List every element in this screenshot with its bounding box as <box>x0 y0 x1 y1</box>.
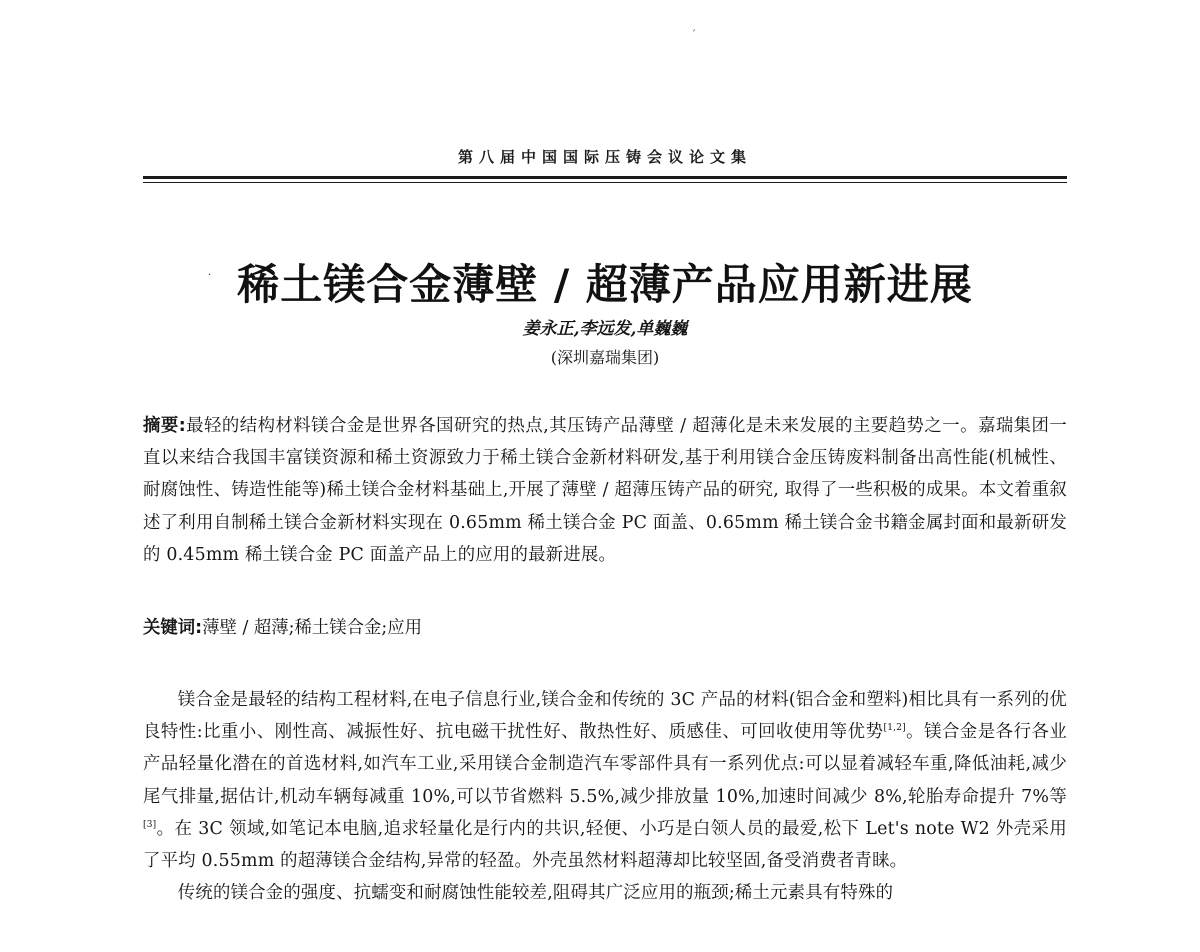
paper-authors: 姜永正,李远发,单巍巍 <box>522 319 688 339</box>
paper-title: 稀土镁合金薄壁 / 超薄产品应用新进展 <box>237 260 973 309</box>
keywords-label: 关键词: <box>143 618 203 638</box>
abstract-label: 摘要: <box>143 416 186 436</box>
paragraph-text: 。在 3C 领域,如笔记本电脑,追求轻量化是行内的共识,轻便、小巧是白领人员的最爱,松下 Let's note W2 外壳采用了平均 0.55mm 的超薄镁合金结构,异常的轻盈。外壳虽然材料超薄却比较坚固,备受消费者青睐。 <box>143 818 1067 872</box>
body-paragraph <box>143 877 1067 909</box>
keywords <box>143 612 1067 644</box>
abstract-text: 最轻的结构材料镁合金是世界各国研究的热点,其压铸产品薄壁 / 超薄化是未来发展的主要趋势之一。嘉瑞集团一直以来结合我国丰富镁资源和稀土资源致力于稀土镁合金新材料研发,基于利用镁合金压铸废料制备出高性能(机械性、耐腐蚀性、铸造性能等)稀土镁合金材料基础上,开展了薄壁 / 超薄压铸产品的研究, 取得了一些积极的成果。本文着重叙述了利用自制稀土镁合金新材料实现在 0.65mm 稀土镁合金 PC 面盖、0.65mm 稀土镁合金书籍金属封面和最新研发的 0.45mm 稀土镁合金 PC 面盖产品上的应用的最新进展。 <box>143 416 1067 565</box>
abstract <box>143 410 1067 571</box>
citation-ref: [3] <box>143 820 157 831</box>
paper-affiliation: (深圳嘉瑞集团) <box>550 348 660 367</box>
paragraph-text: 镁合金是最轻的结构工程材料,在电子信息行业,镁合金和传统的 3C 产品的材料(铝合金和塑料)相比具有一系列的优良特性:比重小、刚性高、减振性好、抗电磁干扰性好、散热性好、质感佳、可回收使用等优势 <box>143 690 1067 743</box>
body-paragraph <box>143 684 1067 877</box>
running-header: 第八届中国国际压铸会议论文集 <box>457 148 752 166</box>
keywords-text: 薄壁 / 超薄;稀土镁合金;应用 <box>202 618 423 638</box>
scan-speck: · <box>208 270 212 281</box>
header-rule-thin <box>143 182 1067 183</box>
body-text <box>143 684 1067 909</box>
paragraph-text: 传统的镁合金的强度、抗蠕变和耐腐蚀性能较差,阻碍其广泛应用的瓶颈;稀土元素具有特殊的 <box>177 883 894 904</box>
header-rule-thick <box>143 176 1067 179</box>
citation-ref: [1,2] <box>883 723 906 734</box>
scan-speck: ˊ <box>691 30 696 41</box>
paragraph-text: 。镁合金是各行各业产品轻量化潜在的首选材料,如汽车工业,采用镁合金制造汽车零部件具有一系列优点:可以显着减轻车重,降低油耗,减少尾气排量,据估计,机动车辆每减重 10%,可以节省燃料 5.5%,减少排放量 10%,加速时间减少 8%,轮胎寿命提升 7%等 <box>143 722 1067 807</box>
